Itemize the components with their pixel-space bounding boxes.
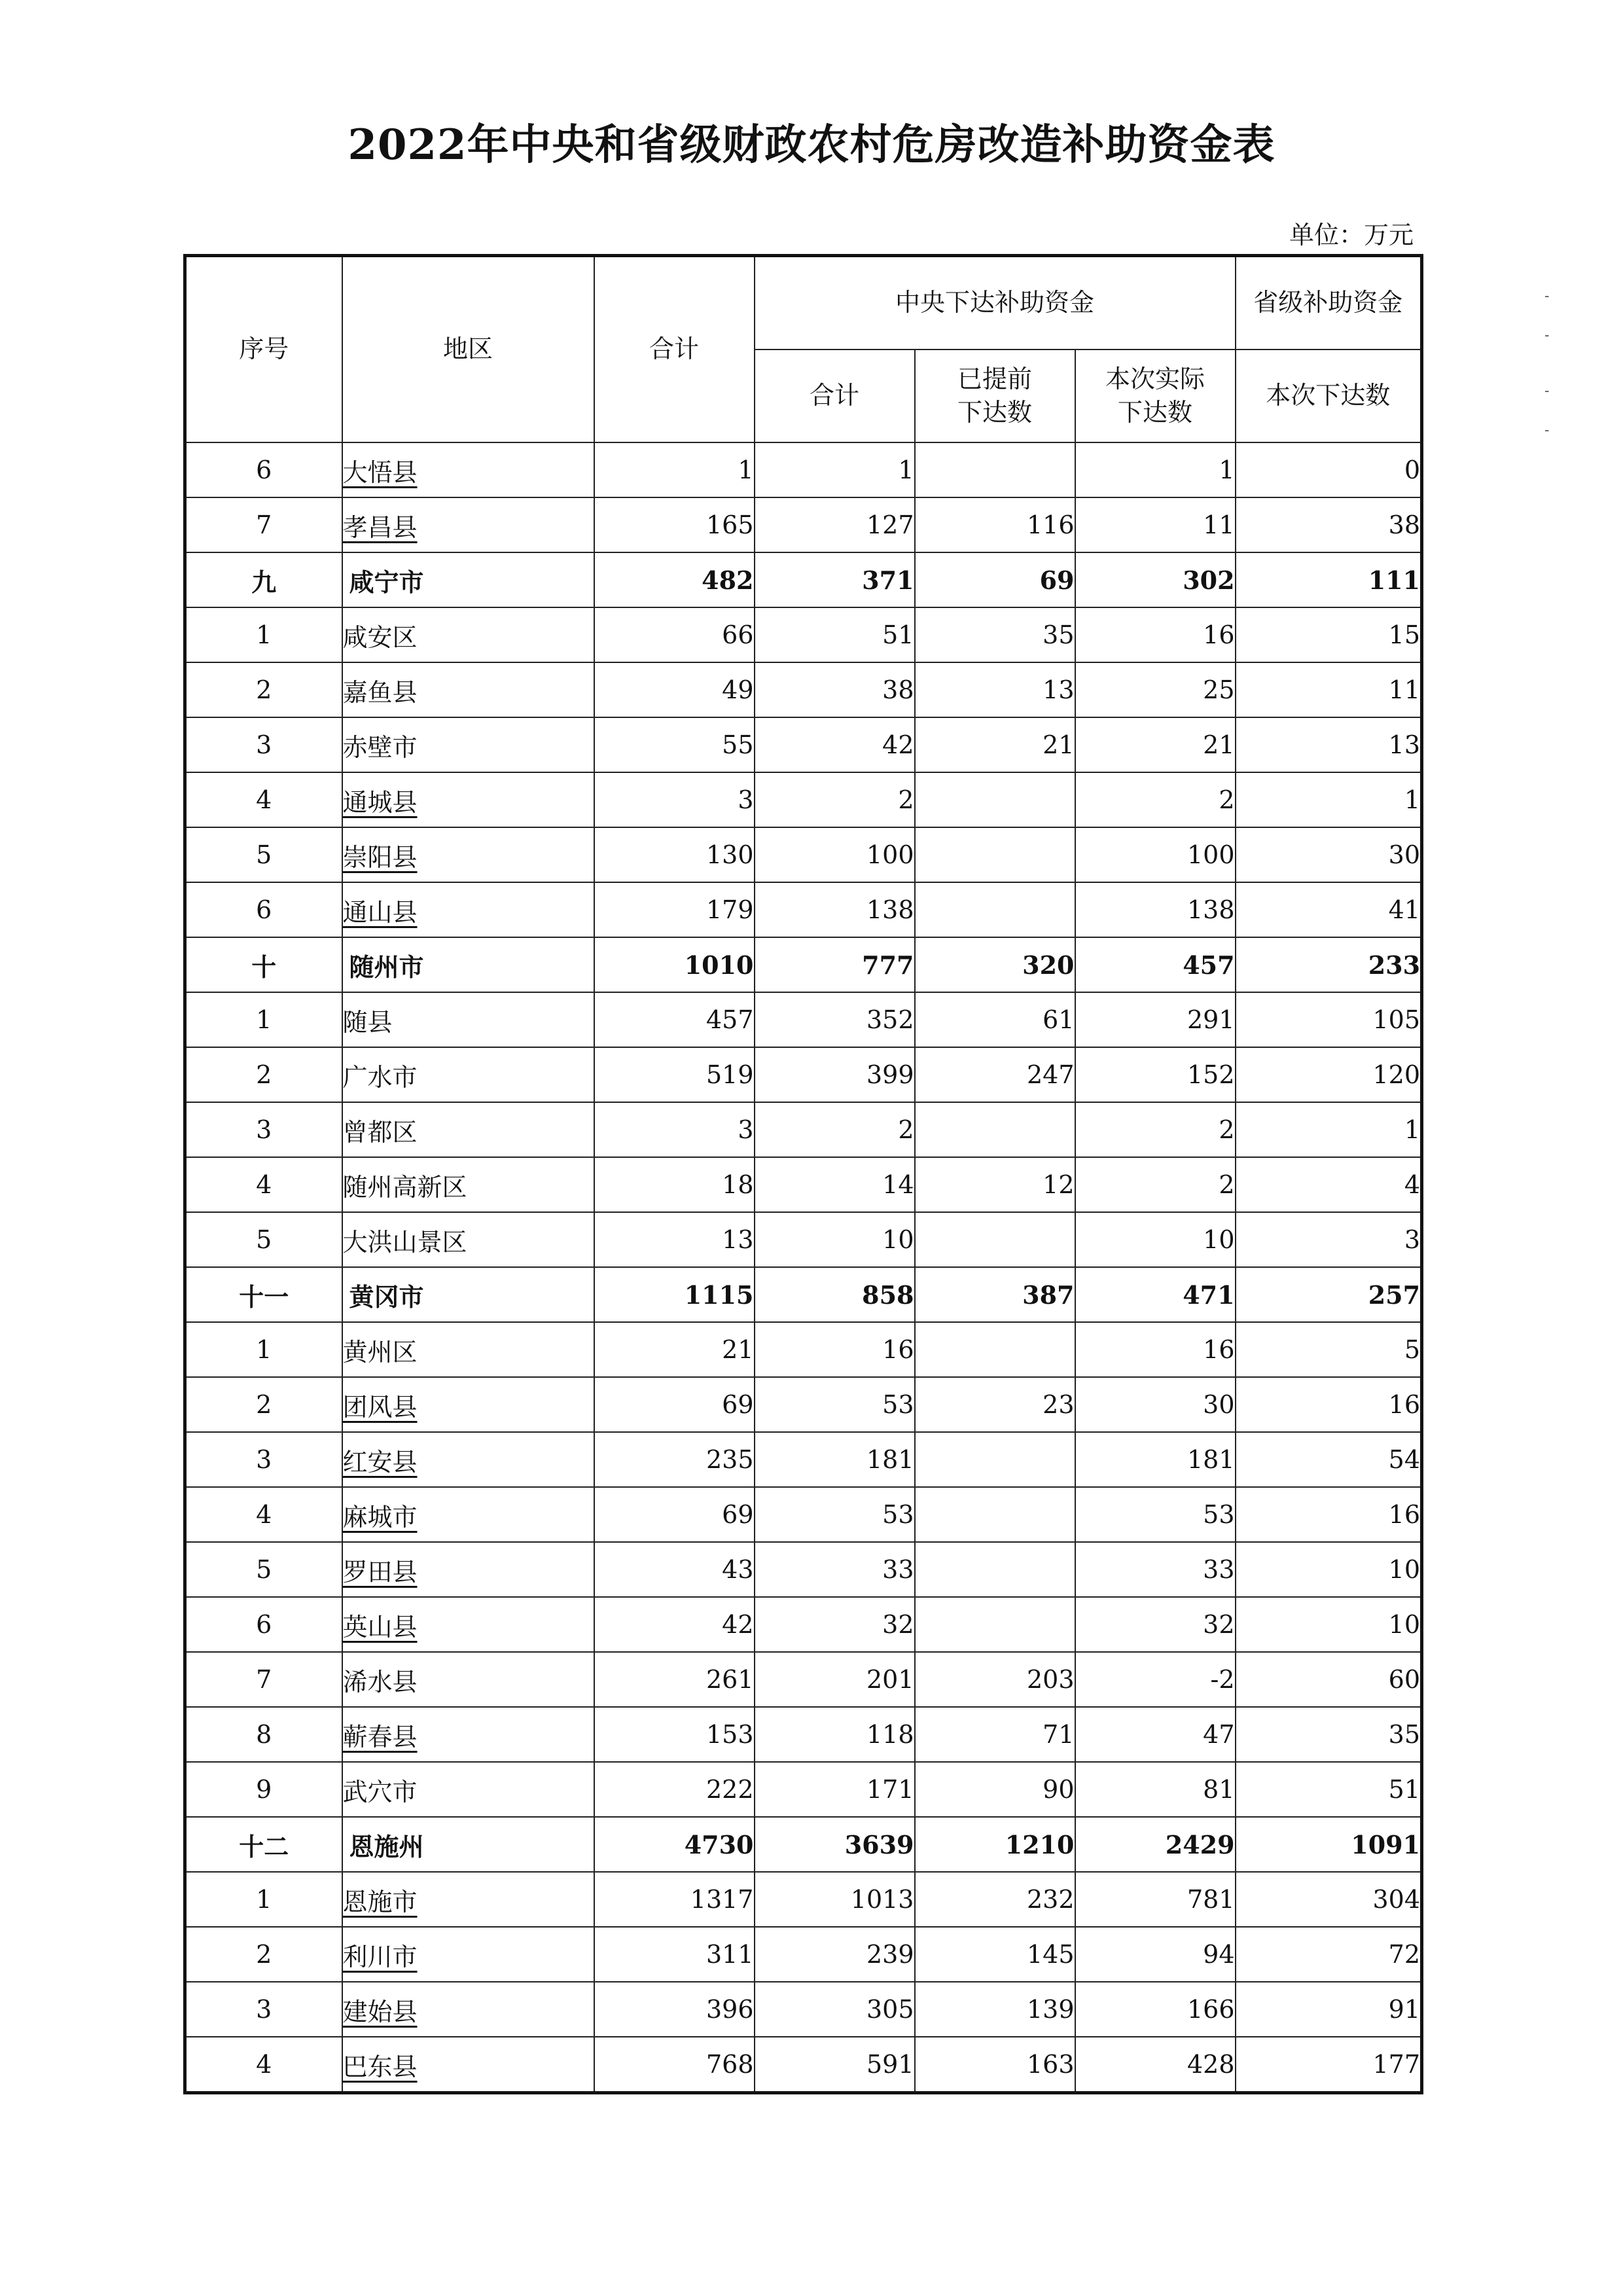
total-cell: 3 bbox=[594, 1102, 755, 1157]
seq-cell: 9 bbox=[185, 1762, 342, 1817]
table-row bbox=[185, 1157, 1422, 1212]
total-cell: 3 bbox=[594, 772, 755, 827]
provincial-cell: 177 bbox=[1236, 2037, 1422, 2093]
central-advance-cell: 247 bbox=[915, 1047, 1075, 1102]
table-body bbox=[185, 442, 1422, 2093]
region-label: 黄冈市 bbox=[349, 1282, 424, 1312]
total-cell: 49 bbox=[594, 662, 755, 717]
central-actual-cell: 11 bbox=[1075, 497, 1236, 552]
table-row bbox=[185, 1432, 1422, 1487]
region-cell bbox=[342, 1157, 594, 1212]
page-title: 2022年中央和省级财政农村危房改造补助资金表 bbox=[348, 120, 1275, 170]
seq-cell: 5 bbox=[185, 1542, 342, 1597]
table-row bbox=[185, 1212, 1422, 1267]
region-label: 恩施市 bbox=[342, 1887, 418, 1916]
region-cell bbox=[342, 1817, 594, 1872]
total-cell: 21 bbox=[594, 1322, 755, 1377]
central-actual-cell: -2 bbox=[1075, 1652, 1236, 1707]
central-total-cell: 352 bbox=[755, 992, 915, 1047]
region-cell bbox=[342, 1872, 594, 1927]
central-total-cell: 118 bbox=[755, 1707, 915, 1762]
central-total-cell: 14 bbox=[755, 1157, 915, 1212]
region-cell bbox=[342, 1432, 594, 1487]
seq-cell: 3 bbox=[185, 1982, 342, 2037]
provincial-cell: 38 bbox=[1236, 497, 1422, 552]
provincial-cell: 11 bbox=[1236, 662, 1422, 717]
provincial-cell: 1 bbox=[1236, 1102, 1422, 1157]
central-total-cell: 16 bbox=[755, 1322, 915, 1377]
total-cell: 235 bbox=[594, 1432, 755, 1487]
central-actual-cell: 471 bbox=[1075, 1267, 1236, 1322]
central-actual-cell: 428 bbox=[1075, 2037, 1236, 2093]
table-row bbox=[185, 1927, 1422, 1982]
region-cell bbox=[342, 772, 594, 827]
table-row bbox=[185, 772, 1422, 827]
seq-cell: 1 bbox=[185, 1322, 342, 1377]
table-row bbox=[185, 1597, 1422, 1652]
central-actual-cell: 291 bbox=[1075, 992, 1236, 1047]
provincial-cell: 1091 bbox=[1236, 1817, 1422, 1872]
provincial-cell: 304 bbox=[1236, 1872, 1422, 1927]
region-label: 曾都区 bbox=[342, 1117, 418, 1147]
header-region: 地区 bbox=[342, 256, 594, 443]
central-actual-cell: 10 bbox=[1075, 1212, 1236, 1267]
central-total-cell: 2 bbox=[755, 1102, 915, 1157]
seq-cell: 2 bbox=[185, 662, 342, 717]
region-label: 英山县 bbox=[342, 1612, 418, 1641]
table-row bbox=[185, 1377, 1422, 1432]
header-row-1 bbox=[185, 256, 1422, 350]
city-row bbox=[185, 1267, 1422, 1322]
total-cell: 130 bbox=[594, 827, 755, 882]
provincial-cell: 30 bbox=[1236, 827, 1422, 882]
seq-cell: 九 bbox=[185, 552, 342, 607]
central-total-cell: 858 bbox=[755, 1267, 915, 1322]
provincial-cell: 91 bbox=[1236, 1982, 1422, 2037]
region-cell bbox=[342, 1212, 594, 1267]
central-total-cell: 42 bbox=[755, 717, 915, 772]
seq-cell: 7 bbox=[185, 497, 342, 552]
provincial-cell: 16 bbox=[1236, 1487, 1422, 1542]
region-label: 随州市 bbox=[349, 952, 424, 982]
seq-cell: 十 bbox=[185, 937, 342, 992]
total-cell: 482 bbox=[594, 552, 755, 607]
central-total-cell: 305 bbox=[755, 1982, 915, 2037]
table-row bbox=[185, 607, 1422, 662]
city-row bbox=[185, 937, 1422, 992]
central-advance-cell bbox=[915, 1432, 1075, 1487]
seq-cell: 8 bbox=[185, 1707, 342, 1762]
central-advance-cell bbox=[915, 827, 1075, 882]
central-actual-cell: 152 bbox=[1075, 1047, 1236, 1102]
table-row bbox=[185, 1762, 1422, 1817]
central-actual-cell: 2 bbox=[1075, 1157, 1236, 1212]
seq-cell: 4 bbox=[185, 2037, 342, 2093]
central-advance-cell: 387 bbox=[915, 1267, 1075, 1322]
header-central-actual bbox=[1075, 350, 1236, 442]
central-total-cell: 138 bbox=[755, 882, 915, 937]
provincial-cell: 15 bbox=[1236, 607, 1422, 662]
margin-mark: - bbox=[1544, 383, 1550, 399]
seq-cell: 6 bbox=[185, 1597, 342, 1652]
region-label: 孝昌县 bbox=[342, 512, 418, 542]
seq-cell: 4 bbox=[185, 1157, 342, 1212]
table-row bbox=[185, 442, 1422, 497]
provincial-cell: 257 bbox=[1236, 1267, 1422, 1322]
table-row bbox=[185, 1542, 1422, 1597]
central-advance-cell: 116 bbox=[915, 497, 1075, 552]
central-actual-cell: 16 bbox=[1075, 607, 1236, 662]
central-advance-cell: 35 bbox=[915, 607, 1075, 662]
central-advance-cell: 139 bbox=[915, 1982, 1075, 2037]
region-label: 咸宁市 bbox=[349, 567, 424, 597]
central-advance-cell: 145 bbox=[915, 1927, 1075, 1982]
table-row bbox=[185, 882, 1422, 937]
seq-cell: 1 bbox=[185, 992, 342, 1047]
provincial-cell: 51 bbox=[1236, 1762, 1422, 1817]
central-actual-cell: 100 bbox=[1075, 827, 1236, 882]
table-row bbox=[185, 1322, 1422, 1377]
provincial-cell: 111 bbox=[1236, 552, 1422, 607]
table-row bbox=[185, 662, 1422, 717]
central-actual-cell: 166 bbox=[1075, 1982, 1236, 2037]
central-advance-cell: 12 bbox=[915, 1157, 1075, 1212]
region-cell bbox=[342, 1597, 594, 1652]
central-total-cell: 10 bbox=[755, 1212, 915, 1267]
central-advance-cell: 71 bbox=[915, 1707, 1075, 1762]
region-cell bbox=[342, 937, 594, 992]
region-cell bbox=[342, 827, 594, 882]
region-label: 武穴市 bbox=[342, 1777, 418, 1806]
provincial-cell: 10 bbox=[1236, 1597, 1422, 1652]
central-advance-cell bbox=[915, 1487, 1075, 1542]
total-cell: 18 bbox=[594, 1157, 755, 1212]
region-label: 大洪山景区 bbox=[342, 1227, 467, 1257]
central-advance-cell: 203 bbox=[915, 1652, 1075, 1707]
region-label: 恩施州 bbox=[349, 1831, 424, 1861]
total-cell: 4730 bbox=[594, 1817, 755, 1872]
central-total-cell: 100 bbox=[755, 827, 915, 882]
central-total-cell: 1013 bbox=[755, 1872, 915, 1927]
provincial-cell: 1 bbox=[1236, 772, 1422, 827]
seq-cell: 1 bbox=[185, 1872, 342, 1927]
central-total-cell: 201 bbox=[755, 1652, 915, 1707]
header-seq: 序号 bbox=[185, 256, 342, 443]
region-cell bbox=[342, 442, 594, 497]
header-total: 合计 bbox=[594, 256, 755, 443]
central-advance-cell: 23 bbox=[915, 1377, 1075, 1432]
region-label: 通山县 bbox=[342, 897, 418, 927]
seq-cell: 2 bbox=[185, 1377, 342, 1432]
central-total-cell: 38 bbox=[755, 662, 915, 717]
central-total-cell: 53 bbox=[755, 1377, 915, 1432]
region-label: 蕲春县 bbox=[342, 1722, 418, 1751]
total-cell: 43 bbox=[594, 1542, 755, 1597]
region-label: 咸安区 bbox=[342, 622, 418, 652]
central-advance-cell bbox=[915, 882, 1075, 937]
central-total-cell: 3639 bbox=[755, 1817, 915, 1872]
provincial-cell: 5 bbox=[1236, 1322, 1422, 1377]
seq-cell: 6 bbox=[185, 882, 342, 937]
region-label: 广水市 bbox=[342, 1062, 418, 1092]
region-cell bbox=[342, 992, 594, 1047]
central-total-cell: 1 bbox=[755, 442, 915, 497]
provincial-cell: 13 bbox=[1236, 717, 1422, 772]
central-total-cell: 591 bbox=[755, 2037, 915, 2093]
region-cell bbox=[342, 662, 594, 717]
region-cell bbox=[342, 1982, 594, 2037]
region-cell bbox=[342, 1542, 594, 1597]
central-actual-cell: 457 bbox=[1075, 937, 1236, 992]
seq-cell: 3 bbox=[185, 1432, 342, 1487]
region-label: 建始县 bbox=[342, 1997, 418, 2026]
central-advance-cell: 61 bbox=[915, 992, 1075, 1047]
central-total-cell: 32 bbox=[755, 1597, 915, 1652]
seq-cell: 5 bbox=[185, 827, 342, 882]
central-advance-cell bbox=[915, 442, 1075, 497]
region-label: 通城县 bbox=[342, 787, 418, 817]
margin-mark: - bbox=[1544, 327, 1550, 344]
region-cell bbox=[342, 1707, 594, 1762]
city-row bbox=[185, 552, 1422, 607]
header-provincial: 省级补助资金 bbox=[1236, 256, 1422, 350]
seq-cell: 十二 bbox=[185, 1817, 342, 1872]
header-central-actual-text: 本次实际下达数 bbox=[1105, 364, 1205, 427]
total-cell: 165 bbox=[594, 497, 755, 552]
region-cell bbox=[342, 552, 594, 607]
central-actual-cell: 94 bbox=[1075, 1927, 1236, 1982]
central-actual-cell: 53 bbox=[1075, 1487, 1236, 1542]
total-cell: 396 bbox=[594, 1982, 755, 2037]
header-central: 中央下达补助资金 bbox=[755, 256, 1236, 350]
region-cell bbox=[342, 1267, 594, 1322]
central-actual-cell: 2 bbox=[1075, 772, 1236, 827]
central-advance-cell: 1210 bbox=[915, 1817, 1075, 1872]
central-total-cell: 171 bbox=[755, 1762, 915, 1817]
central-advance-cell: 21 bbox=[915, 717, 1075, 772]
seq-cell: 3 bbox=[185, 717, 342, 772]
table-row bbox=[185, 1982, 1422, 2037]
central-actual-cell: 30 bbox=[1075, 1377, 1236, 1432]
table-row bbox=[185, 1707, 1422, 1762]
seq-cell: 6 bbox=[185, 442, 342, 497]
provincial-cell: 16 bbox=[1236, 1377, 1422, 1432]
central-total-cell: 181 bbox=[755, 1432, 915, 1487]
central-advance-cell bbox=[915, 1102, 1075, 1157]
margin-mark: - bbox=[1544, 288, 1550, 304]
total-cell: 55 bbox=[594, 717, 755, 772]
central-total-cell: 33 bbox=[755, 1542, 915, 1597]
region-cell bbox=[342, 1652, 594, 1707]
provincial-cell: 35 bbox=[1236, 1707, 1422, 1762]
provincial-cell: 233 bbox=[1236, 937, 1422, 992]
table-row bbox=[185, 827, 1422, 882]
table-row bbox=[185, 1102, 1422, 1157]
header-central-advance bbox=[915, 350, 1075, 442]
total-cell: 519 bbox=[594, 1047, 755, 1102]
central-advance-cell bbox=[915, 772, 1075, 827]
total-cell: 1 bbox=[594, 442, 755, 497]
central-total-cell: 51 bbox=[755, 607, 915, 662]
total-cell: 13 bbox=[594, 1212, 755, 1267]
provincial-cell: 105 bbox=[1236, 992, 1422, 1047]
city-row bbox=[185, 1817, 1422, 1872]
provincial-cell: 4 bbox=[1236, 1157, 1422, 1212]
seq-cell: 十一 bbox=[185, 1267, 342, 1322]
total-cell: 457 bbox=[594, 992, 755, 1047]
central-actual-cell: 302 bbox=[1075, 552, 1236, 607]
region-label: 团风县 bbox=[342, 1392, 418, 1422]
region-label: 红安县 bbox=[342, 1447, 418, 1477]
seq-cell: 4 bbox=[185, 1487, 342, 1542]
central-advance-cell bbox=[915, 1597, 1075, 1652]
unit-label: 单位：万元 bbox=[1289, 221, 1414, 249]
central-advance-cell bbox=[915, 1542, 1075, 1597]
region-cell bbox=[342, 497, 594, 552]
central-advance-cell: 90 bbox=[915, 1762, 1075, 1817]
seq-cell: 7 bbox=[185, 1652, 342, 1707]
region-cell bbox=[342, 2037, 594, 2093]
region-cell bbox=[342, 1762, 594, 1817]
region-cell bbox=[342, 1047, 594, 1102]
region-label: 崇阳县 bbox=[342, 842, 418, 872]
table-row bbox=[185, 1047, 1422, 1102]
central-actual-cell: 138 bbox=[1075, 882, 1236, 937]
region-cell bbox=[342, 1102, 594, 1157]
region-label: 随州高新区 bbox=[342, 1172, 467, 1202]
region-cell bbox=[342, 717, 594, 772]
region-cell bbox=[342, 1377, 594, 1432]
central-actual-cell: 1 bbox=[1075, 442, 1236, 497]
central-advance-cell bbox=[915, 1212, 1075, 1267]
total-cell: 153 bbox=[594, 1707, 755, 1762]
total-cell: 179 bbox=[594, 882, 755, 937]
table-row bbox=[185, 992, 1422, 1047]
table-row bbox=[185, 2037, 1422, 2093]
provincial-cell: 120 bbox=[1236, 1047, 1422, 1102]
region-label: 嘉鱼县 bbox=[342, 677, 418, 707]
central-advance-cell: 69 bbox=[915, 552, 1075, 607]
central-advance-cell: 232 bbox=[915, 1872, 1075, 1927]
total-cell: 222 bbox=[594, 1762, 755, 1817]
region-label: 麻城市 bbox=[342, 1502, 418, 1532]
seq-cell: 5 bbox=[185, 1212, 342, 1267]
central-actual-cell: 25 bbox=[1075, 662, 1236, 717]
provincial-cell: 41 bbox=[1236, 882, 1422, 937]
table-row bbox=[185, 1652, 1422, 1707]
central-total-cell: 2 bbox=[755, 772, 915, 827]
seq-cell: 2 bbox=[185, 1927, 342, 1982]
central-total-cell: 53 bbox=[755, 1487, 915, 1542]
region-label: 利川市 bbox=[342, 1942, 418, 1971]
total-cell: 69 bbox=[594, 1487, 755, 1542]
total-cell: 42 bbox=[594, 1597, 755, 1652]
margin-mark: - bbox=[1544, 422, 1550, 439]
total-cell: 261 bbox=[594, 1652, 755, 1707]
provincial-cell: 0 bbox=[1236, 442, 1422, 497]
central-actual-cell: 2 bbox=[1075, 1102, 1236, 1157]
central-total-cell: 777 bbox=[755, 937, 915, 992]
seq-cell: 1 bbox=[185, 607, 342, 662]
central-advance-cell: 13 bbox=[915, 662, 1075, 717]
provincial-cell: 72 bbox=[1236, 1927, 1422, 1982]
central-actual-cell: 47 bbox=[1075, 1707, 1236, 1762]
table-row bbox=[185, 1872, 1422, 1927]
central-actual-cell: 16 bbox=[1075, 1322, 1236, 1377]
region-cell bbox=[342, 607, 594, 662]
region-cell bbox=[342, 1927, 594, 1982]
central-advance-cell: 163 bbox=[915, 2037, 1075, 2093]
central-total-cell: 399 bbox=[755, 1047, 915, 1102]
region-cell bbox=[342, 882, 594, 937]
table-row bbox=[185, 717, 1422, 772]
provincial-cell: 60 bbox=[1236, 1652, 1422, 1707]
region-label: 浠水县 bbox=[342, 1667, 418, 1696]
central-total-cell: 127 bbox=[755, 497, 915, 552]
region-label: 黄州区 bbox=[342, 1337, 418, 1367]
central-actual-cell: 2429 bbox=[1075, 1817, 1236, 1872]
total-cell: 311 bbox=[594, 1927, 755, 1982]
table-row bbox=[185, 497, 1422, 552]
header-central-total: 合计 bbox=[755, 350, 915, 442]
central-actual-cell: 21 bbox=[1075, 717, 1236, 772]
region-label: 巴东县 bbox=[342, 2052, 418, 2081]
total-cell: 69 bbox=[594, 1377, 755, 1432]
central-actual-cell: 32 bbox=[1075, 1597, 1236, 1652]
header-provincial-now: 本次下达数 bbox=[1236, 350, 1422, 442]
central-actual-cell: 781 bbox=[1075, 1872, 1236, 1927]
region-label: 赤壁市 bbox=[342, 732, 418, 762]
total-cell: 1317 bbox=[594, 1872, 755, 1927]
central-advance-cell: 320 bbox=[915, 937, 1075, 992]
region-label: 大悟县 bbox=[342, 457, 418, 487]
header-central-advance-text: 已提前下达数 bbox=[957, 364, 1032, 427]
provincial-cell: 10 bbox=[1236, 1542, 1422, 1597]
seq-cell: 4 bbox=[185, 772, 342, 827]
region-label: 罗田县 bbox=[342, 1557, 418, 1587]
central-advance-cell bbox=[915, 1322, 1075, 1377]
central-total-cell: 239 bbox=[755, 1927, 915, 1982]
provincial-cell: 54 bbox=[1236, 1432, 1422, 1487]
seq-cell: 3 bbox=[185, 1102, 342, 1157]
region-cell bbox=[342, 1322, 594, 1377]
total-cell: 768 bbox=[594, 2037, 755, 2093]
central-actual-cell: 181 bbox=[1075, 1432, 1236, 1487]
central-total-cell: 371 bbox=[755, 552, 915, 607]
central-actual-cell: 33 bbox=[1075, 1542, 1236, 1597]
total-cell: 66 bbox=[594, 607, 755, 662]
table-row bbox=[185, 1487, 1422, 1542]
region-cell bbox=[342, 1487, 594, 1542]
total-cell: 1010 bbox=[594, 937, 755, 992]
seq-cell: 2 bbox=[185, 1047, 342, 1102]
region-label: 随县 bbox=[342, 1007, 393, 1037]
provincial-cell: 3 bbox=[1236, 1212, 1422, 1267]
central-actual-cell: 81 bbox=[1075, 1762, 1236, 1817]
total-cell: 1115 bbox=[594, 1267, 755, 1322]
subsidy-table bbox=[183, 254, 1423, 2094]
